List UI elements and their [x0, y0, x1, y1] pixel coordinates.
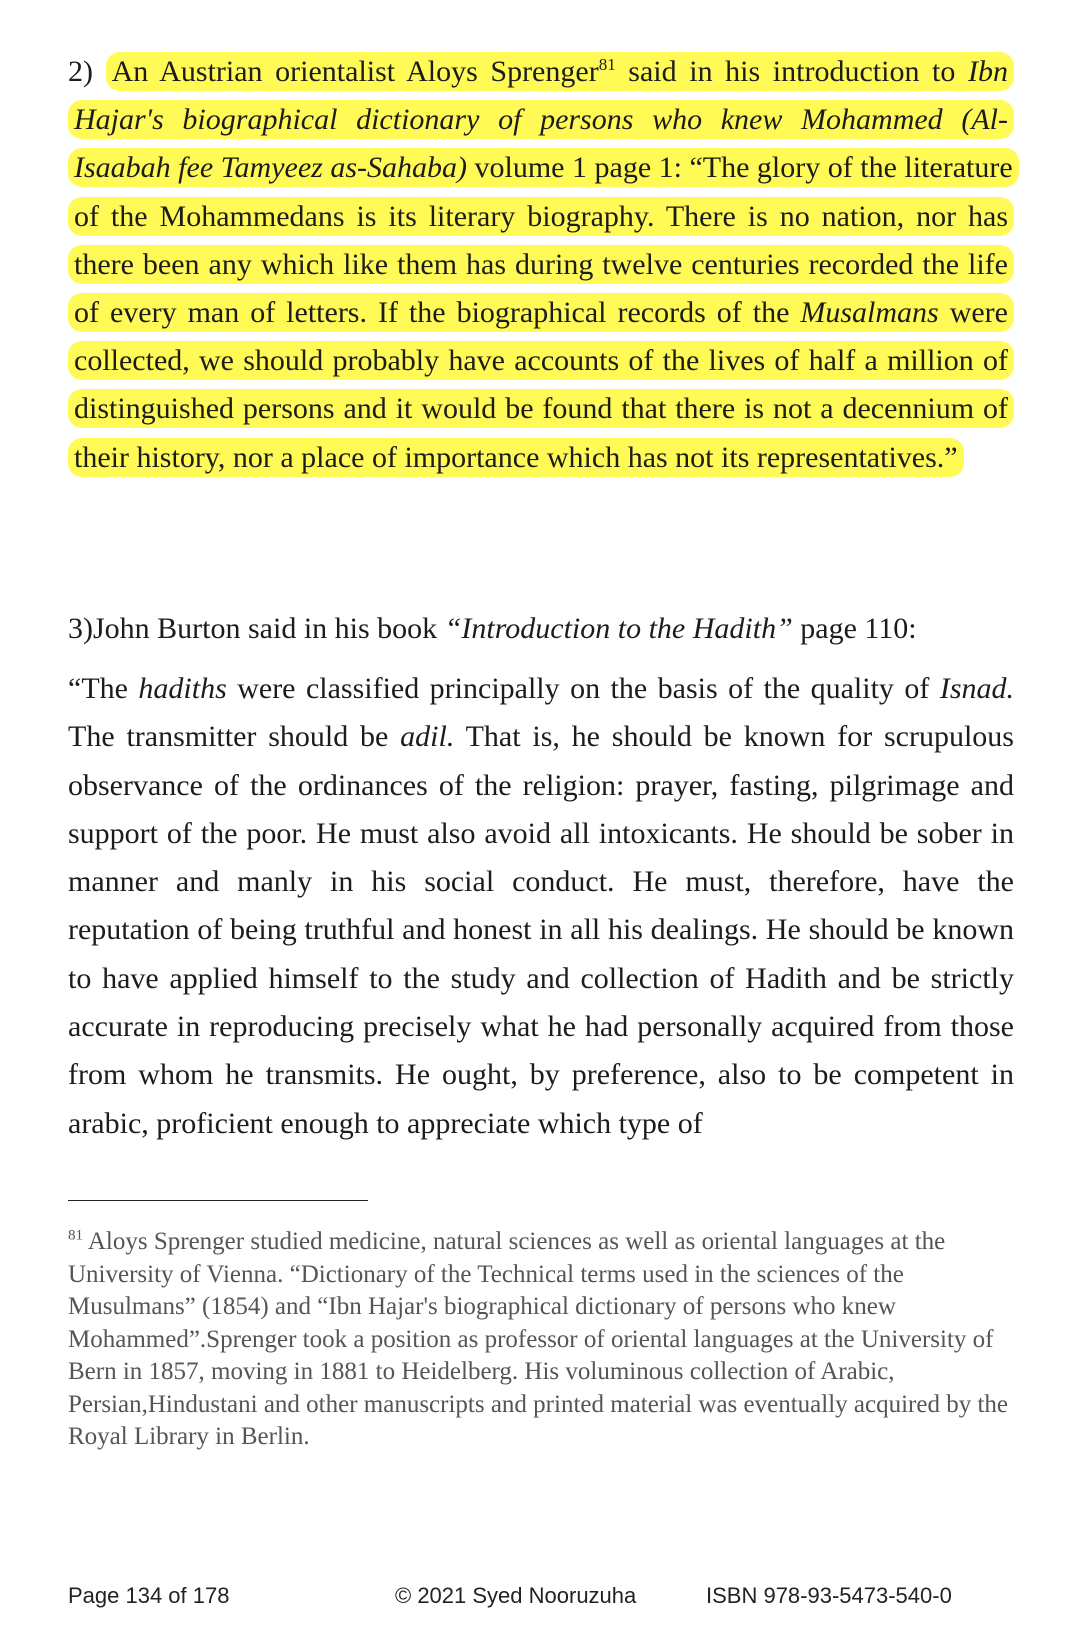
para3-intro: John Burton said in his book [93, 612, 445, 645]
paragraph-3-heading [68, 605, 1028, 653]
paragraph-2-number: 2) [68, 55, 93, 88]
para3-page-ref: page 110: [792, 612, 917, 645]
burton-book-title: “Introduction to the Hadith” [444, 612, 793, 645]
adil-italic: adil. [400, 720, 455, 754]
musalmans-italic: Musalmans [800, 296, 939, 330]
burton-quote [68, 665, 1014, 1148]
paragraph-3-number: 3) [68, 612, 93, 645]
quote-text-2: were classified principally on the basis of the quality of [226, 672, 940, 705]
page-number: Page 134 of 178 [68, 1583, 230, 1608]
para2-text-2: said in his introduction to [615, 55, 969, 88]
highlighted-quote [68, 52, 1019, 477]
quote-text-3: The transmitter should be [68, 720, 401, 754]
footnote-number: 81 [68, 1227, 83, 1244]
footnote-text: Aloys Sprenger studied medicine, natural sciences as well as oriental languages at the University of Vienna. “Dictionary of the Technical terms used in the sciences of the Musulmans” (1854) and “Ibn Hajar's biographical dictionary of persons who knew Mohammed”.Sprenger took a position as professor of oriental languages at the University of Bern in 1857, moving in 1881 to Heidelberg. His voluminous collection of Arabic, Persian,Hindustani and other manuscripts and printed material was eventually acquired by the Royal Library in Berlin. [68, 1228, 1009, 1450]
isbn: ISBN 978-93-5473-540-0 [706, 1583, 952, 1608]
footnote-81 [68, 1226, 1008, 1454]
paragraph-2 [68, 48, 1014, 482]
quote-text-1: “The [68, 672, 139, 705]
quote-text-4: That is, he should be known for scrupulous observance of the ordinances of the religion: prayer, fasting, pilgrimage and support of the poor. He must also avoid all intoxicants. He should be sober in manner and manly in his social conduct. He must, therefore, have the reputation of being truthful and honest in all his dealings. He should be known to have applied himself to the study and collection of Hadith and be strictly accurate in reproducing precisely what he had personally acquired from those from whom he transmits. He ought, by preference, also to be competent in arabic, proficient enough to appreciate which type of [68, 720, 1014, 1140]
copyright: © 2021 Syed Nooruzuha [395, 1583, 637, 1608]
book-title-italic: Ibn Hajar's biographical dictionary of persons who knew Mohammed (Al-Isaabah fee Tamyeez as-Sahaba) [74, 55, 1009, 185]
footnote-divider [68, 1200, 368, 1201]
isnad-italic: Isnad. [939, 672, 1014, 705]
hadiths-italic: hadiths [138, 672, 227, 705]
para2-text-1: An Austrian orientalist Aloys Sprenger [111, 55, 599, 88]
footnote-ref-81[interactable]: 81 [598, 55, 616, 74]
para2-text-3: volume 1 page 1: “The glory of the literature of the Mohammedans is its literary biography. There is no nation, nor has there been any which like them has during twelve centuries recorded the life of every man of letters. If the biographical records of the [74, 151, 1013, 330]
para2-text-4: were collected, we should probably have accounts of the lives of half a million of distinguished persons and it would be found that there is not a decennium of their history, nor a place of importance which has not its representatives.” [74, 296, 1008, 474]
